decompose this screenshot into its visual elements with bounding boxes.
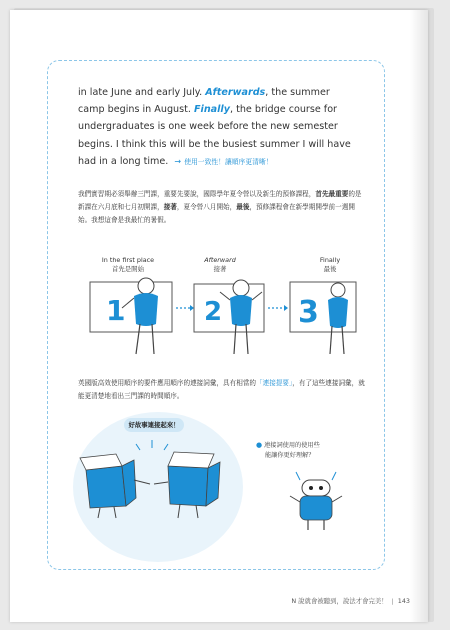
text-run: 我們實習期必須舉辦三門課，重要先要說，國際學年夏令營以及新生的預修課程， (78, 190, 316, 198)
annotation-note: 使用一致性！讓順序更清晰！ (184, 157, 273, 166)
chinese-explanation (78, 377, 368, 403)
text-run: , the bridge course for (229, 104, 338, 116)
step-label-en: Finally (319, 256, 341, 264)
svg-text:3: 3 (298, 295, 319, 330)
page-number: 143 (397, 597, 410, 605)
text-run: ，有了這些連接詞彙，就能更清楚地看出三門課的時間順序。 (78, 379, 365, 400)
note-arrow-icon: → (174, 156, 182, 166)
step-label-en: In the first place (101, 256, 155, 264)
chinese-translation (78, 188, 368, 227)
text-run: in late June and early July. (78, 87, 206, 98)
thought-bubble-text (256, 440, 338, 461)
step-label-en: Afterward (204, 256, 236, 264)
english-passage (78, 84, 368, 171)
chapter-title: N 說就會被聽到，說法才會完美！ (291, 597, 388, 605)
text-run: 連接詞使用的使用些 (264, 442, 320, 449)
step-label-zh: 最後 (323, 265, 337, 273)
highlight-quote: 「連接提要」 (256, 379, 293, 387)
text-run: had in a long time. (78, 155, 169, 167)
dotted-arrow-2 (268, 305, 288, 311)
text-run: 英國版高效使用順序的要件應用順序的連接詞彙，具有相當的 (78, 379, 257, 387)
page-gutter-shadow (410, 10, 428, 622)
svg-text:1: 1 (106, 294, 126, 327)
step-1-board (90, 278, 172, 354)
text-run: , the summer (265, 87, 330, 98)
thinking-robot-icon (286, 466, 346, 536)
bold-term: 接著 (163, 203, 177, 211)
text-run: ，預修課程會在新學期開學前一週開始。我想這會是我最忙的暑假。 (78, 203, 355, 224)
bubble-line-1 (256, 440, 338, 451)
right-box-character (154, 452, 220, 518)
english-line-5 (78, 153, 368, 171)
callout-pill: 好故事連接起來！ (124, 418, 184, 432)
text-run: camp begins in August. (78, 104, 194, 116)
svg-text:2: 2 (204, 297, 223, 327)
step-2-board (194, 280, 264, 354)
bubble-line-2: 能讓你更好理解？ (265, 452, 315, 459)
sparkle-marks (136, 440, 168, 450)
keyword-afterwards: Afterwards (205, 87, 266, 98)
english-line-4: begins. I think this will be the busiest summer I will have (78, 138, 351, 150)
english-line-1 (78, 84, 368, 101)
bold-term: 最後 (236, 203, 250, 211)
english-line-2 (78, 101, 368, 118)
page-footer (270, 596, 410, 605)
step-3-board (290, 282, 356, 354)
connected-boxes-illustration (76, 436, 236, 526)
step-label-zh: 接著 (213, 265, 227, 273)
footer-separator: | (391, 597, 394, 605)
keyword-finally: Finally (193, 104, 230, 116)
left-box-character (80, 454, 150, 518)
three-steps-illustration (76, 262, 366, 366)
bullet-dot-icon: ● (256, 441, 263, 449)
english-line-3: undergraduates is one week before the new semester (78, 121, 338, 133)
step-label-zh: 首先是開始 (112, 265, 144, 273)
text-run: 的是新課在六月底和七月初開課， (78, 190, 362, 211)
dotted-arrow-1 (176, 305, 194, 311)
text-run: ，夏令營八月開始， (176, 203, 237, 211)
bold-term: 首先最重要 (315, 190, 349, 198)
